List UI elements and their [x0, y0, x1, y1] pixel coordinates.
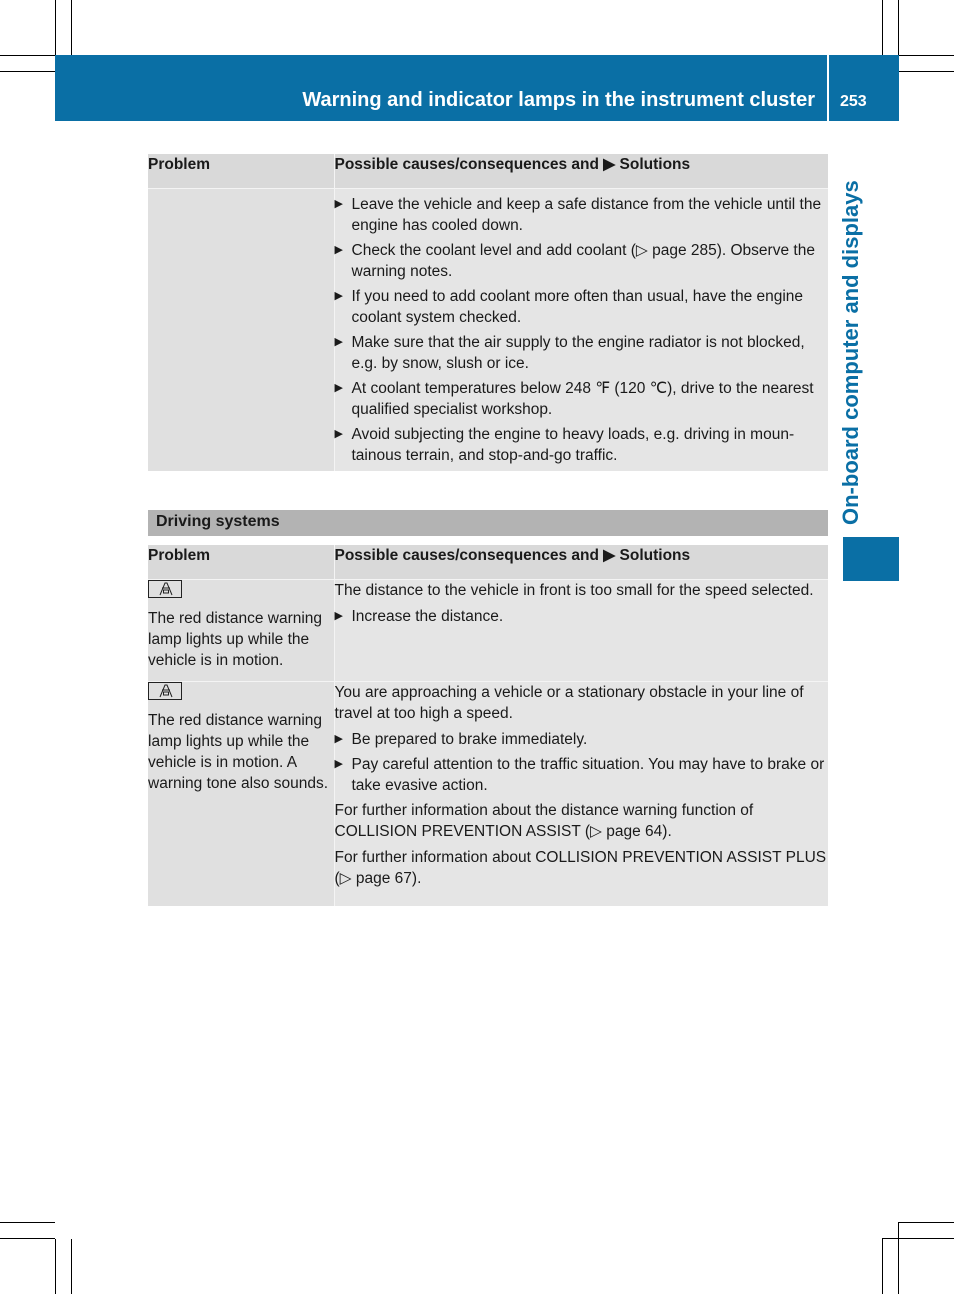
- table-row: [148, 579, 828, 681]
- problem-cell: [148, 188, 334, 471]
- crop-mark: [0, 1222, 55, 1223]
- note-text: For further information about the distance warning function of COLLISION PREVENTION ASSIST (▷ page 64).: [334, 801, 754, 840]
- table-header-row: [148, 545, 828, 579]
- page-number-box: [829, 55, 899, 121]
- cause-text: You are approaching a vehicle or a stationary obstacle in your line of travel at too high a speed.: [334, 683, 804, 722]
- list-item: ▶ Leave the vehicle and keep a safe distance from the vehicle until the engine has cooled down.: [335, 194, 829, 236]
- page-number: 253: [840, 93, 867, 110]
- crop-mark: [898, 0, 899, 55]
- solutions-cell: [334, 579, 828, 681]
- section-heading: Driving systems: [156, 513, 280, 530]
- crop-mark: [0, 71, 55, 72]
- list-item: ▶ Pay careful attention to the traffic situation. You may have to brake or take evasive action.: [335, 754, 829, 796]
- solutions-cell: [334, 681, 828, 906]
- steps-list: [335, 194, 829, 466]
- problem-text: The red distance warning lamp lights up while the vehicle is in motion. A warning tone also sounds.: [148, 711, 329, 792]
- crop-mark: [55, 0, 56, 55]
- list-item: ▶ Be prepared to brake immediately.: [335, 729, 829, 750]
- crop-mark: [0, 55, 55, 56]
- list-item: ▶ Avoid subjecting the engine to heavy loads, e.g. driving in mountainous terrain, and stop-and-go traffic.: [335, 424, 829, 466]
- page-title: Warning and indicator lamps in the instrument cluster: [302, 89, 815, 111]
- distance-warning-lamp-icon: [148, 580, 182, 598]
- crop-mark: [55, 1239, 56, 1294]
- crop-mark: [899, 71, 954, 72]
- crop-mark: [899, 1222, 954, 1223]
- problem-cell: [148, 681, 334, 906]
- crop-mark: [899, 55, 954, 56]
- crop-mark: [71, 0, 72, 55]
- column-header-solutions-suffix: Solutions: [619, 547, 691, 564]
- steps-list: [335, 606, 829, 627]
- column-header-problem: Problem: [148, 154, 334, 188]
- table-header-row: [148, 154, 828, 188]
- crop-mark: [898, 1222, 899, 1294]
- problem-text: The red distance warning lamp lights up while the vehicle is in motion.: [148, 609, 323, 669]
- list-item: ▶ Check the coolant level and add coolant (▷ page 285). Observe the warning notes.: [335, 240, 829, 282]
- problem-cell: [148, 579, 334, 681]
- cause-text: The distance to the vehicle in front is too small for the speed selected.: [334, 581, 814, 599]
- table-row: [148, 188, 828, 471]
- side-tab-label: On-board computer and displays: [838, 180, 863, 525]
- crop-mark: [882, 0, 883, 55]
- side-tab-marker: [843, 537, 899, 581]
- column-header-solutions: [334, 545, 828, 579]
- column-header-solutions: [334, 154, 828, 188]
- note-text: For further information about COLLISION PREVENTION ASSIST PLUS (▷ page 67).: [334, 848, 827, 887]
- column-header-solutions-label: Possible causes/consequences and: [334, 156, 599, 173]
- table-row: [148, 681, 828, 906]
- list-item: ▶ Make sure that the air supply to the engine radiator is not blocked, e.g. by snow, slush or ice.: [335, 332, 829, 374]
- solutions-cell: [334, 188, 828, 471]
- column-header-solutions-label: Possible causes/consequences and: [334, 547, 599, 564]
- play-triangle-icon: ▶: [603, 547, 616, 564]
- list-item: ▶ At coolant temperatures below 248 ℉ (120 ℃), drive to the nearest qualified specialist workshop.: [335, 378, 829, 420]
- list-item: ▶ If you need to add coolant more often than usual, have the engine coolant system checked.: [335, 286, 829, 328]
- column-header-solutions-suffix: Solutions: [619, 156, 691, 173]
- play-triangle-icon: ▶: [603, 156, 616, 173]
- page-header: [55, 55, 827, 121]
- crop-mark: [0, 1238, 55, 1239]
- crop-mark: [71, 1239, 72, 1294]
- crop-mark: [882, 1238, 954, 1239]
- section-heading-bar: [148, 510, 828, 536]
- list-item: ▶ Increase the distance.: [335, 606, 829, 627]
- steps-list: [335, 729, 829, 796]
- coolant-table: [148, 154, 828, 471]
- column-header-problem: Problem: [148, 545, 334, 579]
- distance-warning-lamp-icon: [148, 682, 182, 700]
- driving-systems-table: [148, 545, 828, 906]
- crop-mark: [882, 1239, 883, 1294]
